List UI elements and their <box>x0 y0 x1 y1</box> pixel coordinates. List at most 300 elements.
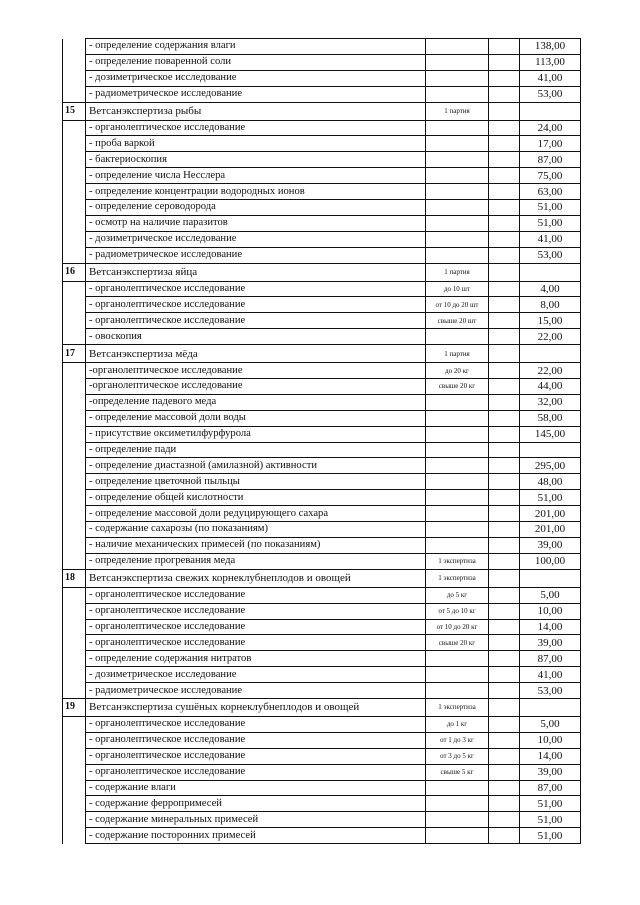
price-cell: 75,00 <box>520 168 581 184</box>
table-row <box>63 490 581 506</box>
spacer-cell <box>489 297 520 313</box>
table-row <box>63 683 581 699</box>
unit-cell: 1 экспертиза <box>426 569 489 587</box>
price-cell: 201,00 <box>520 522 581 538</box>
spacer-cell <box>489 569 520 587</box>
price-cell: 41,00 <box>520 231 581 247</box>
price-cell: 10,00 <box>520 603 581 619</box>
unit-cell <box>426 506 489 522</box>
service-name-cell: - определение цветочной пыльцы <box>86 474 426 490</box>
price-cell: 63,00 <box>520 184 581 200</box>
row-number-cell <box>63 184 86 200</box>
service-name-cell: - дозиметрическое исследование <box>86 70 426 86</box>
price-cell: 41,00 <box>520 667 581 683</box>
row-number-cell <box>63 313 86 329</box>
service-name-cell: - осмотр на наличие паразитов <box>86 215 426 231</box>
price-table-body <box>63 39 581 844</box>
table-row <box>63 200 581 216</box>
unit-cell <box>426 410 489 426</box>
service-name-cell: - присутствие оксиметилфурфурола <box>86 426 426 442</box>
row-number-cell <box>63 748 86 764</box>
price-cell <box>520 263 581 281</box>
service-name-cell: - органолептическое исследование <box>86 732 426 748</box>
section-row <box>63 345 581 363</box>
price-cell: 138,00 <box>520 39 581 55</box>
price-cell: 48,00 <box>520 474 581 490</box>
spacer-cell <box>489 102 520 120</box>
table-row <box>63 329 581 345</box>
service-name-cell: - органолептическое исследование <box>86 748 426 764</box>
unit-cell <box>426 490 489 506</box>
unit-cell: 1 партия <box>426 263 489 281</box>
row-number-cell <box>63 215 86 231</box>
row-number-cell: 18 <box>63 569 86 587</box>
unit-cell <box>426 651 489 667</box>
service-name-cell: Ветсанэкспертиза свежих корнеклубнеплодов и овощей <box>86 569 426 587</box>
row-number-cell <box>63 667 86 683</box>
spacer-cell <box>489 426 520 442</box>
spacer-cell <box>489 329 520 345</box>
spacer-cell <box>489 313 520 329</box>
price-cell: 8,00 <box>520 297 581 313</box>
spacer-cell <box>489 379 520 395</box>
spacer-cell <box>489 828 520 844</box>
table-row <box>63 152 581 168</box>
price-cell: 5,00 <box>520 716 581 732</box>
price-cell: 51,00 <box>520 200 581 216</box>
unit-cell <box>426 683 489 699</box>
unit-cell <box>426 168 489 184</box>
table-row <box>63 603 581 619</box>
service-name-cell: - органолептическое исследование <box>86 587 426 603</box>
unit-cell: свыше 5 кг <box>426 764 489 780</box>
service-name-cell: Ветсанэкспертиза сушёных корнеклубнеплодов и овощей <box>86 698 426 716</box>
service-name-cell: - определение пади <box>86 442 426 458</box>
service-name-cell: - органолептическое исследование <box>86 603 426 619</box>
price-cell: 51,00 <box>520 812 581 828</box>
row-number-cell <box>63 379 86 395</box>
row-number-cell <box>63 410 86 426</box>
unit-cell: свыше 20 кг <box>426 379 489 395</box>
row-number-cell: 17 <box>63 345 86 363</box>
row-number-cell <box>63 231 86 247</box>
spacer-cell <box>489 796 520 812</box>
table-row <box>63 796 581 812</box>
table-row <box>63 168 581 184</box>
table-row <box>63 54 581 70</box>
table-row <box>63 86 581 102</box>
service-name-cell: - определение общей кислотности <box>86 490 426 506</box>
table-row <box>63 281 581 297</box>
service-name-cell: - органолептическое исследование <box>86 120 426 136</box>
table-row <box>63 379 581 395</box>
row-number-cell <box>63 458 86 474</box>
service-name-cell: -органолептическое исследование <box>86 379 426 395</box>
spacer-cell <box>489 54 520 70</box>
unit-cell: до 1 кг <box>426 716 489 732</box>
table-row <box>63 184 581 200</box>
spacer-cell <box>489 70 520 86</box>
spacer-cell <box>489 394 520 410</box>
spacer-cell <box>489 619 520 635</box>
price-cell: 39,00 <box>520 635 581 651</box>
unit-cell <box>426 780 489 796</box>
unit-cell <box>426 200 489 216</box>
row-number-cell <box>63 553 86 569</box>
row-number-cell: 19 <box>63 698 86 716</box>
table-row <box>63 732 581 748</box>
table-row <box>63 619 581 635</box>
price-cell: 87,00 <box>520 152 581 168</box>
spacer-cell <box>489 120 520 136</box>
spacer-cell <box>489 635 520 651</box>
spacer-cell <box>489 683 520 699</box>
price-cell <box>520 345 581 363</box>
table-row <box>63 394 581 410</box>
price-cell <box>520 569 581 587</box>
table-row <box>63 780 581 796</box>
service-name-cell: - определение числа Несслера <box>86 168 426 184</box>
unit-cell <box>426 442 489 458</box>
table-row <box>63 553 581 569</box>
spacer-cell <box>489 136 520 152</box>
row-number-cell <box>63 54 86 70</box>
service-name-cell: - дозиметрическое исследование <box>86 667 426 683</box>
spacer-cell <box>489 247 520 263</box>
price-cell: 15,00 <box>520 313 581 329</box>
unit-cell: от 5 до 10 кг <box>426 603 489 619</box>
unit-cell <box>426 474 489 490</box>
row-number-cell <box>63 120 86 136</box>
table-row <box>63 828 581 844</box>
spacer-cell <box>489 506 520 522</box>
spacer-cell <box>489 200 520 216</box>
service-name-cell: - органолептическое исследование <box>86 716 426 732</box>
unit-cell <box>426 86 489 102</box>
service-name-cell: Ветсанэкспертиза яйца <box>86 263 426 281</box>
row-number-cell: 16 <box>63 263 86 281</box>
price-cell: 113,00 <box>520 54 581 70</box>
spacer-cell <box>489 215 520 231</box>
unit-cell: от 3 до 5 кг <box>426 748 489 764</box>
spacer-cell <box>489 587 520 603</box>
service-name-cell: - овоскопия <box>86 329 426 345</box>
price-cell: 201,00 <box>520 506 581 522</box>
unit-cell <box>426 152 489 168</box>
unit-cell: 1 партия <box>426 345 489 363</box>
price-cell: 5,00 <box>520 587 581 603</box>
unit-cell <box>426 828 489 844</box>
spacer-cell <box>489 698 520 716</box>
spacer-cell <box>489 281 520 297</box>
service-name-cell: Ветсанэкспертиза мёда <box>86 345 426 363</box>
table-row <box>63 522 581 538</box>
unit-cell <box>426 537 489 553</box>
spacer-cell <box>489 152 520 168</box>
row-number-cell <box>63 442 86 458</box>
unit-cell <box>426 120 489 136</box>
service-name-cell: - определение содержания влаги <box>86 39 426 55</box>
unit-cell <box>426 796 489 812</box>
price-cell: 51,00 <box>520 490 581 506</box>
table-row <box>63 120 581 136</box>
spacer-cell <box>489 39 520 55</box>
service-name-cell: - проба варкой <box>86 136 426 152</box>
spacer-cell <box>489 231 520 247</box>
unit-cell <box>426 667 489 683</box>
row-number-cell <box>63 506 86 522</box>
unit-cell: до 20 кг <box>426 363 489 379</box>
price-cell: 53,00 <box>520 247 581 263</box>
section-row <box>63 102 581 120</box>
spacer-cell <box>489 764 520 780</box>
table-row <box>63 651 581 667</box>
row-number-cell <box>63 363 86 379</box>
table-row <box>63 667 581 683</box>
spacer-cell <box>489 263 520 281</box>
service-name-cell: - органолептическое исследование <box>86 635 426 651</box>
service-name-cell: - радиометрическое исследование <box>86 247 426 263</box>
section-row <box>63 263 581 281</box>
spacer-cell <box>489 732 520 748</box>
unit-cell <box>426 39 489 55</box>
price-cell <box>520 442 581 458</box>
spacer-cell <box>489 651 520 667</box>
row-number-cell <box>63 619 86 635</box>
service-name-cell: - бактериоскопия <box>86 152 426 168</box>
price-cell: 14,00 <box>520 619 581 635</box>
price-cell <box>520 102 581 120</box>
service-name-cell: - органолептическое исследование <box>86 313 426 329</box>
unit-cell: от 10 до 20 шт <box>426 297 489 313</box>
service-name-cell: - органолептическое исследование <box>86 281 426 297</box>
price-cell: 44,00 <box>520 379 581 395</box>
spacer-cell <box>489 86 520 102</box>
price-cell: 58,00 <box>520 410 581 426</box>
table-row <box>63 231 581 247</box>
row-number-cell <box>63 635 86 651</box>
price-cell: 24,00 <box>520 120 581 136</box>
service-name-cell: - содержание сахарозы (по показаниям) <box>86 522 426 538</box>
row-number-cell <box>63 796 86 812</box>
spacer-cell <box>489 716 520 732</box>
service-name-cell: - содержание влаги <box>86 780 426 796</box>
price-cell: 22,00 <box>520 329 581 345</box>
row-number-cell <box>63 70 86 86</box>
price-cell: 145,00 <box>520 426 581 442</box>
service-name-cell: - определение концентрации водородных ионов <box>86 184 426 200</box>
row-number-cell <box>63 474 86 490</box>
table-row <box>63 716 581 732</box>
unit-cell: свыше 20 кг <box>426 635 489 651</box>
row-number-cell <box>63 426 86 442</box>
row-number-cell <box>63 780 86 796</box>
service-name-cell: - органолептическое исследование <box>86 297 426 313</box>
spacer-cell <box>489 458 520 474</box>
table-row <box>63 70 581 86</box>
row-number-cell <box>63 281 86 297</box>
row-number-cell <box>63 39 86 55</box>
spacer-cell <box>489 553 520 569</box>
unit-cell <box>426 812 489 828</box>
unit-cell <box>426 231 489 247</box>
spacer-cell <box>489 442 520 458</box>
table-row <box>63 506 581 522</box>
row-number-cell <box>63 732 86 748</box>
table-row <box>63 136 581 152</box>
spacer-cell <box>489 168 520 184</box>
table-row <box>63 313 581 329</box>
table-row <box>63 458 581 474</box>
unit-cell <box>426 136 489 152</box>
price-cell: 53,00 <box>520 86 581 102</box>
service-name-cell: - содержание посторонних примесей <box>86 828 426 844</box>
spacer-cell <box>489 410 520 426</box>
unit-cell: 1 экспертиза <box>426 698 489 716</box>
row-number-cell <box>63 152 86 168</box>
price-cell: 4,00 <box>520 281 581 297</box>
price-table <box>62 38 581 844</box>
row-number-cell <box>63 716 86 732</box>
unit-cell <box>426 184 489 200</box>
table-row <box>63 812 581 828</box>
section-row <box>63 698 581 716</box>
price-cell: 53,00 <box>520 683 581 699</box>
service-name-cell: -органолептическое исследование <box>86 363 426 379</box>
table-row <box>63 410 581 426</box>
table-row <box>63 297 581 313</box>
row-number-cell <box>63 86 86 102</box>
row-number-cell <box>63 812 86 828</box>
service-name-cell: - органолептическое исследование <box>86 764 426 780</box>
price-cell: 22,00 <box>520 363 581 379</box>
price-cell: 10,00 <box>520 732 581 748</box>
row-number-cell <box>63 200 86 216</box>
unit-cell: от 10 до 20 кг <box>426 619 489 635</box>
unit-cell <box>426 522 489 538</box>
row-number-cell <box>63 297 86 313</box>
price-cell <box>520 698 581 716</box>
service-name-cell: - определение прогревания меда <box>86 553 426 569</box>
unit-cell: до 10 шт <box>426 281 489 297</box>
row-number-cell <box>63 651 86 667</box>
table-row <box>63 426 581 442</box>
table-row <box>63 748 581 764</box>
row-number-cell <box>63 828 86 844</box>
price-cell: 295,00 <box>520 458 581 474</box>
row-number-cell <box>63 764 86 780</box>
spacer-cell <box>489 603 520 619</box>
row-number-cell <box>63 168 86 184</box>
service-name-cell: -определение падевого меда <box>86 394 426 410</box>
price-cell: 17,00 <box>520 136 581 152</box>
unit-cell <box>426 54 489 70</box>
service-name-cell: - определение массовой доли воды <box>86 410 426 426</box>
service-name-cell: - определение диастазной (амилазной) активности <box>86 458 426 474</box>
service-name-cell: - дозиметрическое исследование <box>86 231 426 247</box>
unit-cell <box>426 426 489 442</box>
table-row <box>63 764 581 780</box>
spacer-cell <box>489 812 520 828</box>
table-row <box>63 474 581 490</box>
service-name-cell: - органолептическое исследование <box>86 619 426 635</box>
price-cell: 87,00 <box>520 651 581 667</box>
spacer-cell <box>489 780 520 796</box>
table-row <box>63 363 581 379</box>
price-list-page <box>62 38 580 844</box>
table-row <box>63 39 581 55</box>
service-name-cell: - содержание ферропримесей <box>86 796 426 812</box>
price-cell: 51,00 <box>520 828 581 844</box>
price-cell: 100,00 <box>520 553 581 569</box>
unit-cell <box>426 215 489 231</box>
spacer-cell <box>489 345 520 363</box>
row-number-cell <box>63 522 86 538</box>
table-row <box>63 587 581 603</box>
price-cell: 32,00 <box>520 394 581 410</box>
spacer-cell <box>489 537 520 553</box>
row-number-cell <box>63 394 86 410</box>
unit-cell <box>426 329 489 345</box>
service-name-cell: - радиометрическое исследование <box>86 86 426 102</box>
table-row <box>63 635 581 651</box>
price-cell: 51,00 <box>520 215 581 231</box>
row-number-cell <box>63 329 86 345</box>
section-row <box>63 569 581 587</box>
price-cell: 87,00 <box>520 780 581 796</box>
unit-cell: 1 партия <box>426 102 489 120</box>
service-name-cell: - содержание минеральных примесей <box>86 812 426 828</box>
row-number-cell <box>63 683 86 699</box>
unit-cell <box>426 394 489 410</box>
unit-cell <box>426 458 489 474</box>
row-number-cell <box>63 537 86 553</box>
service-name-cell: - определение массовой доли редуцирующего сахара <box>86 506 426 522</box>
table-row <box>63 247 581 263</box>
table-row <box>63 537 581 553</box>
spacer-cell <box>489 748 520 764</box>
price-cell: 14,00 <box>520 748 581 764</box>
service-name-cell: - наличие механических примесей (по показаниям) <box>86 537 426 553</box>
price-cell: 51,00 <box>520 796 581 812</box>
row-number-cell <box>63 603 86 619</box>
spacer-cell <box>489 363 520 379</box>
service-name-cell: - определение сероводорода <box>86 200 426 216</box>
spacer-cell <box>489 474 520 490</box>
service-name-cell: - определение содержания нитратов <box>86 651 426 667</box>
price-cell: 39,00 <box>520 764 581 780</box>
row-number-cell: 15 <box>63 102 86 120</box>
unit-cell <box>426 247 489 263</box>
service-name-cell: - определение поваренной соли <box>86 54 426 70</box>
row-number-cell <box>63 587 86 603</box>
spacer-cell <box>489 667 520 683</box>
unit-cell <box>426 70 489 86</box>
spacer-cell <box>489 490 520 506</box>
table-row <box>63 442 581 458</box>
service-name-cell: Ветсанэкспертиза рыбы <box>86 102 426 120</box>
price-cell: 41,00 <box>520 70 581 86</box>
spacer-cell <box>489 184 520 200</box>
row-number-cell <box>63 490 86 506</box>
unit-cell: 1 экспертиза <box>426 553 489 569</box>
spacer-cell <box>489 522 520 538</box>
price-cell: 39,00 <box>520 537 581 553</box>
row-number-cell <box>63 247 86 263</box>
unit-cell: до 5 кг <box>426 587 489 603</box>
row-number-cell <box>63 136 86 152</box>
unit-cell: от 1 до 3 кг <box>426 732 489 748</box>
